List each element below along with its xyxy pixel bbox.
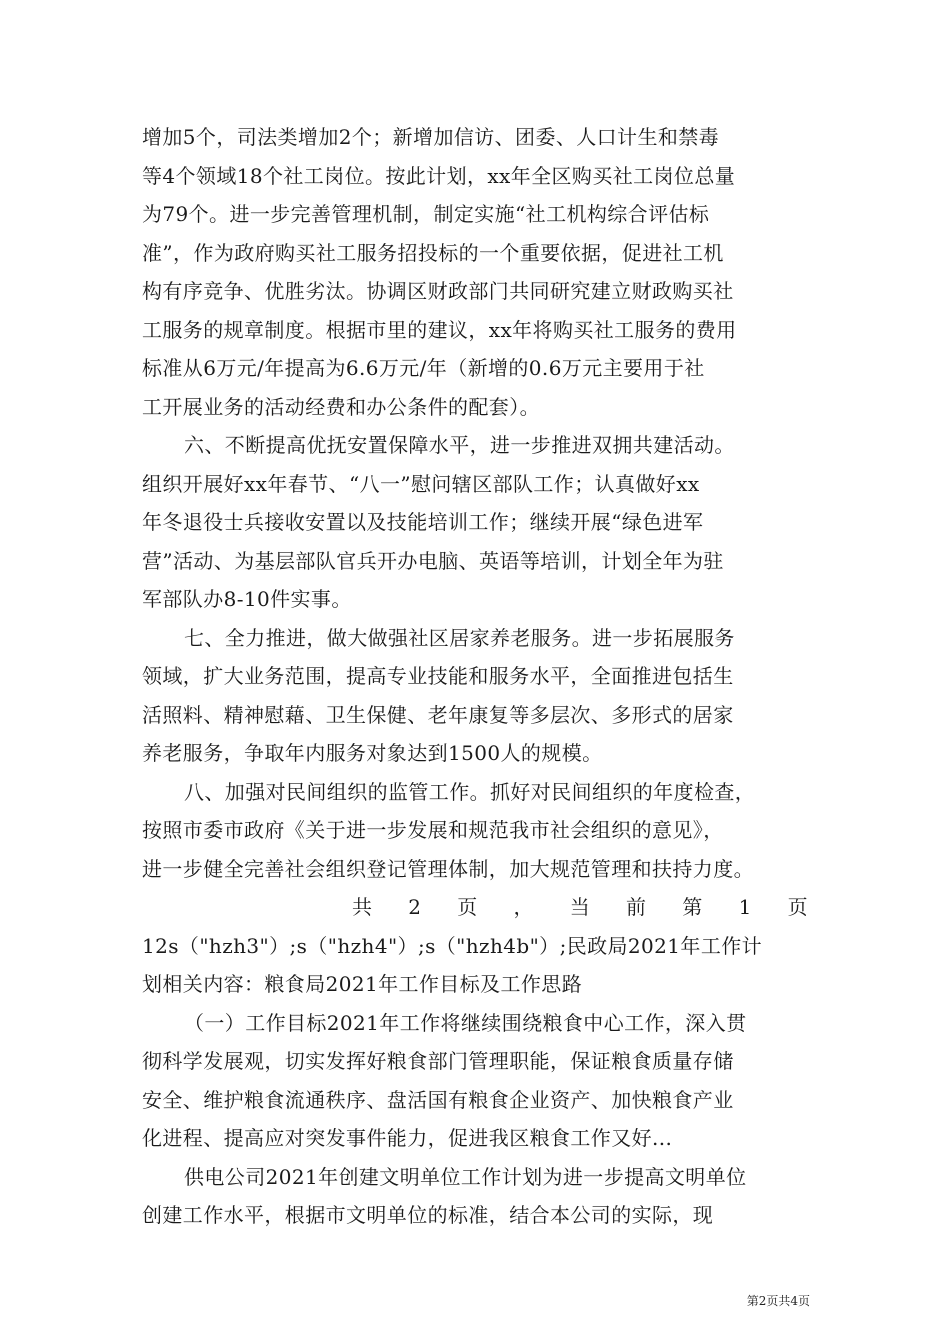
text-line: 年冬退役士兵接收安置以及技能培训工作；继续开展“绿色进军 (142, 510, 704, 534)
text-line: 化进程、提高应对突发事件能力，促进我区粮食工作又好... (142, 1126, 673, 1150)
text-line: 军部队办8-10件实事。 (142, 587, 352, 611)
page-counter-char: 1 (738, 895, 752, 919)
text-line: 养老服务，争取年内服务对象达到1500人的规模。 (142, 741, 603, 765)
page-counter-char: ， (513, 895, 534, 919)
text-line: 六、不断提高优抚安置保障水平，进一步推进双拥共建活动。 (184, 433, 735, 457)
paragraph-related-content (142, 927, 810, 1004)
text-line: 工服务的规章制度。根据市里的建议，xx年将购买社工服务的费用 (142, 317, 737, 342)
page-counter (142, 888, 810, 927)
paragraph-item-eight (142, 773, 810, 889)
page-counter-char: 2 (408, 895, 422, 919)
text-line: （一）工作目标2021年工作将继续围绕粮食中心工作，深入贯 (184, 1010, 747, 1035)
paragraph-item-six (142, 426, 810, 619)
document-body (142, 118, 810, 1235)
text-line: 划相关内容：粮食局2021年工作目标及工作思路 (142, 972, 583, 996)
page-footer: 第2页共4页 (746, 1294, 810, 1308)
text-line: 准”，作为政府购买社工服务招投标的一个重要依据，促进社工机 (142, 240, 724, 265)
paragraph-item-seven (142, 619, 810, 773)
page-counter-line (142, 888, 810, 927)
text-line: 按照市委市政府《关于进一步发展和规范我市社会组织的意见》， (142, 818, 724, 842)
text-line: 活照料、精神慰藉、卫生保健、老年康复等多层次、多形式的居家 (142, 702, 734, 727)
paragraph-social-work (142, 118, 810, 426)
text-line: 构有序竞争、优胜劣汰。协调区财政部门共同研究建立财政购买社 (142, 279, 734, 303)
page-counter-char: 页 (787, 895, 808, 919)
page-counter-char: 共 (352, 895, 373, 919)
text-line: 供电公司2021年创建文明单位工作计划为进一步提高文明单位 (184, 1164, 747, 1189)
text-line: 工开展业务的活动经费和办公条件的配套）。 (142, 394, 540, 419)
text-line: 彻科学发展观，切实发挥好粮食部门管理职能，保证粮食质量存储 (142, 1049, 734, 1073)
text-line: 安全、维护粮食流通秩序、盘活国有粮食企业资产、加快粮食产业 (142, 1087, 734, 1112)
text-line: 八、加强对民间组织的监管工作。抓好对民间组织的年度检查， (184, 779, 756, 804)
page-counter-char: 页 (457, 895, 478, 919)
text-line: 创建工作水平，根据市文明单位的标准，结合本公司的实际，现 (142, 1203, 714, 1227)
text-line: 组织开展好xx年春节、“八一”慰问辖区部队工作；认真做好xx (142, 471, 700, 496)
text-line: 营”活动、为基层部队官兵开办电脑、英语等培训，计划全年为驻 (142, 548, 724, 573)
text-line: 增加5个，司法类增加2个；新增加信访、团委、人口计生和禁毒 (142, 125, 720, 149)
page-counter-char: 第 (682, 895, 703, 919)
page-counter-char: 当 (569, 895, 591, 919)
text-line: 12s（"hzh3"）;s（"hzh4"）;s（"hzh4b"）;民政局2021年工作计 (142, 933, 763, 958)
text-line: 标准从6万元/年提高为6.6万元/年（新增的0.6万元主要用于社 (142, 356, 705, 380)
paragraph-power-company (142, 1158, 810, 1235)
text-line: 为79个。进一步完善管理机制，制定实施“社工机构综合评估标 (142, 202, 710, 226)
paragraph-grain-goals (142, 1004, 810, 1158)
text-line: 七、全力推进，做大做强社区居家养老服务。进一步拓展服务 (184, 625, 735, 650)
text-line: 等4个领域18个社工岗位。按此计划，xx年全区购买社工岗位总量 (142, 163, 736, 188)
page-counter-char: 前 (626, 895, 647, 919)
text-line: 领域，扩大业务范围，提高专业技能和服务水平，全面推进包括生 (142, 664, 734, 688)
text-line: 进一步健全完善社会组织登记管理体制，加大规范管理和扶持力度。 (142, 856, 754, 881)
